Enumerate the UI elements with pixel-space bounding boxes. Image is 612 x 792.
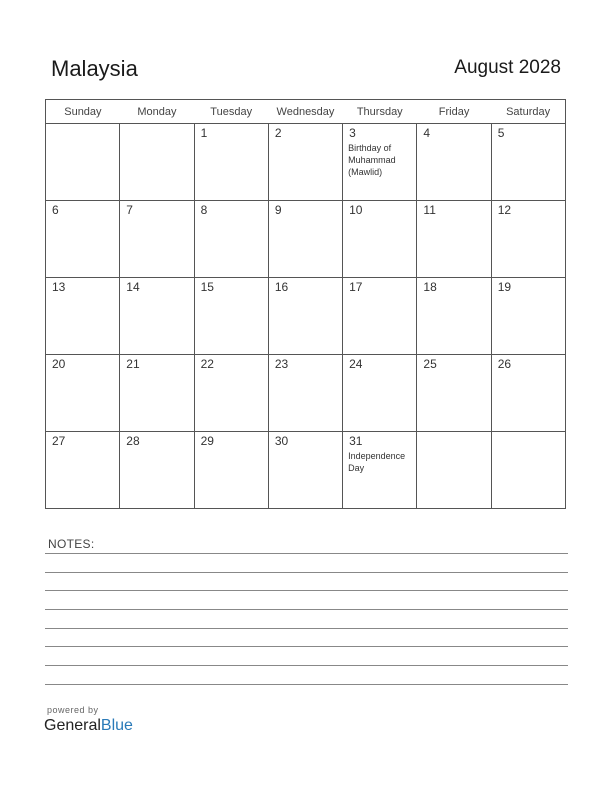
day-number: 6 bbox=[52, 203, 59, 217]
weekday-sunday: Sunday bbox=[46, 100, 120, 124]
day-number: 8 bbox=[200, 203, 208, 217]
day-cell bbox=[120, 124, 194, 201]
day-cell bbox=[417, 278, 491, 355]
brand-blue: Blue bbox=[100, 717, 133, 734]
day-cell bbox=[343, 278, 417, 355]
note-line bbox=[45, 553, 568, 554]
day-number: 9 bbox=[274, 203, 282, 217]
day-cell bbox=[268, 432, 342, 509]
note-line bbox=[45, 572, 568, 573]
weekday-friday: Friday bbox=[417, 100, 491, 124]
day-cell bbox=[343, 432, 417, 509]
week-row bbox=[46, 432, 566, 509]
day-cell bbox=[417, 201, 491, 278]
day-number: 12 bbox=[497, 203, 512, 217]
day-cell bbox=[268, 278, 342, 355]
note-line bbox=[45, 628, 568, 629]
day-cell bbox=[194, 432, 268, 509]
month-title: August 2028 bbox=[454, 57, 561, 78]
day-number bbox=[120, 124, 193, 127]
weekday-thursday: Thursday bbox=[343, 100, 417, 124]
day-number: 25 bbox=[423, 357, 437, 371]
day-cell bbox=[343, 355, 417, 432]
day-cell bbox=[417, 355, 491, 432]
day-cell bbox=[46, 432, 120, 509]
day-number: 24 bbox=[349, 357, 363, 371]
day-cell bbox=[491, 124, 565, 201]
calendar-grid bbox=[45, 99, 566, 509]
note-line bbox=[45, 590, 568, 591]
day-cell bbox=[46, 124, 120, 201]
week-row bbox=[46, 124, 566, 201]
day-number: 22 bbox=[200, 357, 214, 371]
holiday-label: Birthday of Muhammad (Mawlid) bbox=[348, 143, 396, 177]
day-number: 23 bbox=[274, 357, 289, 371]
day-number: 7 bbox=[126, 203, 133, 217]
day-number: 1 bbox=[200, 126, 208, 140]
day-number: 4 bbox=[423, 126, 431, 140]
brand-general: General bbox=[44, 717, 101, 734]
day-cell bbox=[120, 432, 194, 509]
note-line bbox=[45, 684, 568, 685]
week-row bbox=[46, 278, 566, 355]
day-cell bbox=[194, 355, 268, 432]
week-row bbox=[46, 355, 566, 432]
day-number: 16 bbox=[274, 280, 289, 294]
day-number: 29 bbox=[200, 434, 214, 448]
day-number: 15 bbox=[200, 280, 214, 294]
holiday-label: Independence Day bbox=[348, 451, 406, 473]
day-cell bbox=[120, 278, 194, 355]
day-number: 17 bbox=[349, 280, 363, 294]
weekday-monday: Monday bbox=[120, 100, 194, 124]
day-number: 26 bbox=[497, 357, 512, 371]
day-cell bbox=[46, 201, 120, 278]
day-cell bbox=[343, 201, 417, 278]
day-number: 13 bbox=[52, 280, 66, 294]
day-number: 10 bbox=[349, 203, 363, 217]
day-number: 31 bbox=[349, 434, 363, 448]
day-cell bbox=[491, 201, 565, 278]
day-number: 20 bbox=[52, 357, 66, 371]
weekday-header-row bbox=[46, 100, 566, 124]
day-cell bbox=[268, 355, 342, 432]
day-number: 19 bbox=[497, 280, 512, 294]
day-cell bbox=[120, 355, 194, 432]
powered-by-text: powered by bbox=[47, 705, 99, 715]
day-cell bbox=[417, 432, 491, 509]
day-cell bbox=[491, 355, 565, 432]
day-cell bbox=[268, 201, 342, 278]
day-cell bbox=[120, 201, 194, 278]
country-title: Malaysia bbox=[51, 56, 138, 81]
weekday-saturday: Saturday bbox=[491, 100, 565, 124]
note-line bbox=[45, 609, 568, 610]
day-cell bbox=[194, 124, 268, 201]
day-number: 30 bbox=[274, 434, 289, 448]
day-number: 27 bbox=[52, 434, 66, 448]
day-cell bbox=[417, 124, 491, 201]
weekday-tuesday: Tuesday bbox=[194, 100, 268, 124]
day-number: 3 bbox=[349, 126, 356, 140]
notes-label: NOTES: bbox=[48, 537, 95, 551]
day-cell bbox=[194, 278, 268, 355]
day-number bbox=[492, 432, 565, 435]
day-number: 5 bbox=[497, 126, 505, 140]
day-number: 28 bbox=[126, 434, 140, 448]
note-line bbox=[45, 646, 568, 647]
day-cell bbox=[46, 355, 120, 432]
day-number: 14 bbox=[126, 280, 140, 294]
day-cell bbox=[343, 124, 417, 201]
note-line bbox=[45, 665, 568, 666]
day-cell bbox=[46, 278, 120, 355]
day-number: 18 bbox=[423, 280, 437, 294]
day-number: 2 bbox=[274, 126, 282, 140]
generalblue-logo bbox=[44, 717, 133, 735]
day-cell bbox=[268, 124, 342, 201]
day-number bbox=[417, 432, 490, 435]
day-cell bbox=[491, 278, 565, 355]
day-cell bbox=[194, 201, 268, 278]
day-cell bbox=[491, 432, 565, 509]
day-number bbox=[46, 124, 119, 127]
day-number: 21 bbox=[126, 357, 140, 371]
week-row bbox=[46, 201, 566, 278]
weekday-wednesday: Wednesday bbox=[268, 100, 342, 124]
day-number: 11 bbox=[423, 203, 436, 217]
